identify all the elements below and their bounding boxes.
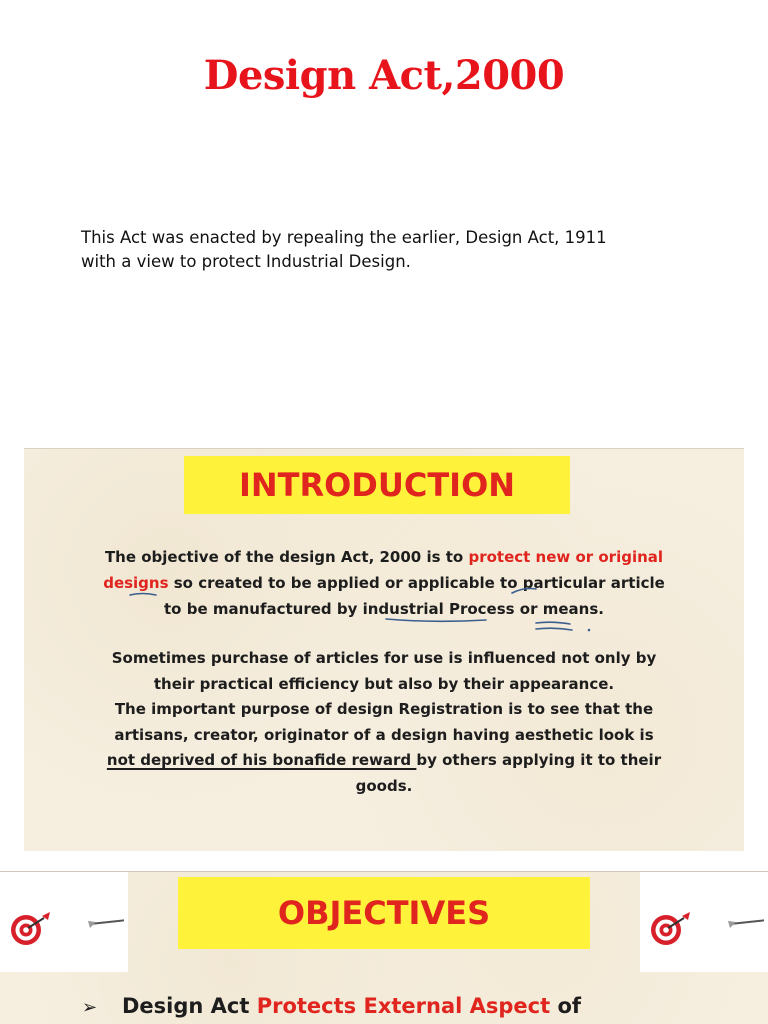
target-dart-icon [644,908,764,952]
objective-line-1 [24,544,744,570]
purpose-line-5 [24,748,744,774]
objective-line-2 [24,570,744,596]
purpose-line-4: artisans, creator, originator of a design having aesthetic look is [114,725,654,744]
purpose-line-3: The important purpose of design Registration is to see that the [114,700,654,718]
ink-dot [588,629,591,632]
ink-stroke-underline-3 [536,628,572,630]
left-icon-panel [0,872,128,972]
intro-line-1: This Act was enacted by repealing the earlier, Design Act, 1911 [81,228,607,247]
bullet-text-a: Design Act [122,994,257,1018]
purpose-underlined-phrase: not deprived of his bonafide reward [106,751,417,769]
objective-highlight-2: designs [103,574,169,592]
purpose-line-5-rest: by others applying it to their [416,751,662,769]
page-title: Design Act,2000 [203,52,565,99]
purpose-line-6: goods. [355,776,413,795]
objective-text-a: The objective of the design Act, 2000 is to [104,548,469,566]
introduction-heading: INTRODUCTION [184,456,570,514]
purpose-line-1: Sometimes purchase of articles for use is influenced not only by [111,649,657,667]
target-dart-icon [4,908,124,952]
ink-stroke-underline-2 [536,622,570,624]
objective-paragraph [24,544,744,622]
bullet-text-b: of [550,994,582,1018]
objective-bullet-item [82,994,581,1018]
objective-highlight-1: protect new or original [468,548,664,566]
objectives-slide [0,871,768,1024]
objective-line-3: to be manufactured by industrial Process or means. [164,600,604,618]
intro-paragraph [81,226,681,274]
arrow-bullet-icon: ➢ [82,997,98,1018]
introduction-slide [24,448,744,851]
objective-text-b: so created to be applied or applicable to particular article [168,574,665,592]
objectives-heading: OBJECTIVES [178,877,590,949]
intro-line-2: with a view to protect Industrial Design. [81,252,411,271]
right-icon-panel [640,872,768,972]
purpose-line-2: their practical efficiency but also by their appearance. [153,674,615,693]
purpose-paragraph [24,646,744,799]
bullet-highlight: Protects External Aspect [256,994,551,1018]
